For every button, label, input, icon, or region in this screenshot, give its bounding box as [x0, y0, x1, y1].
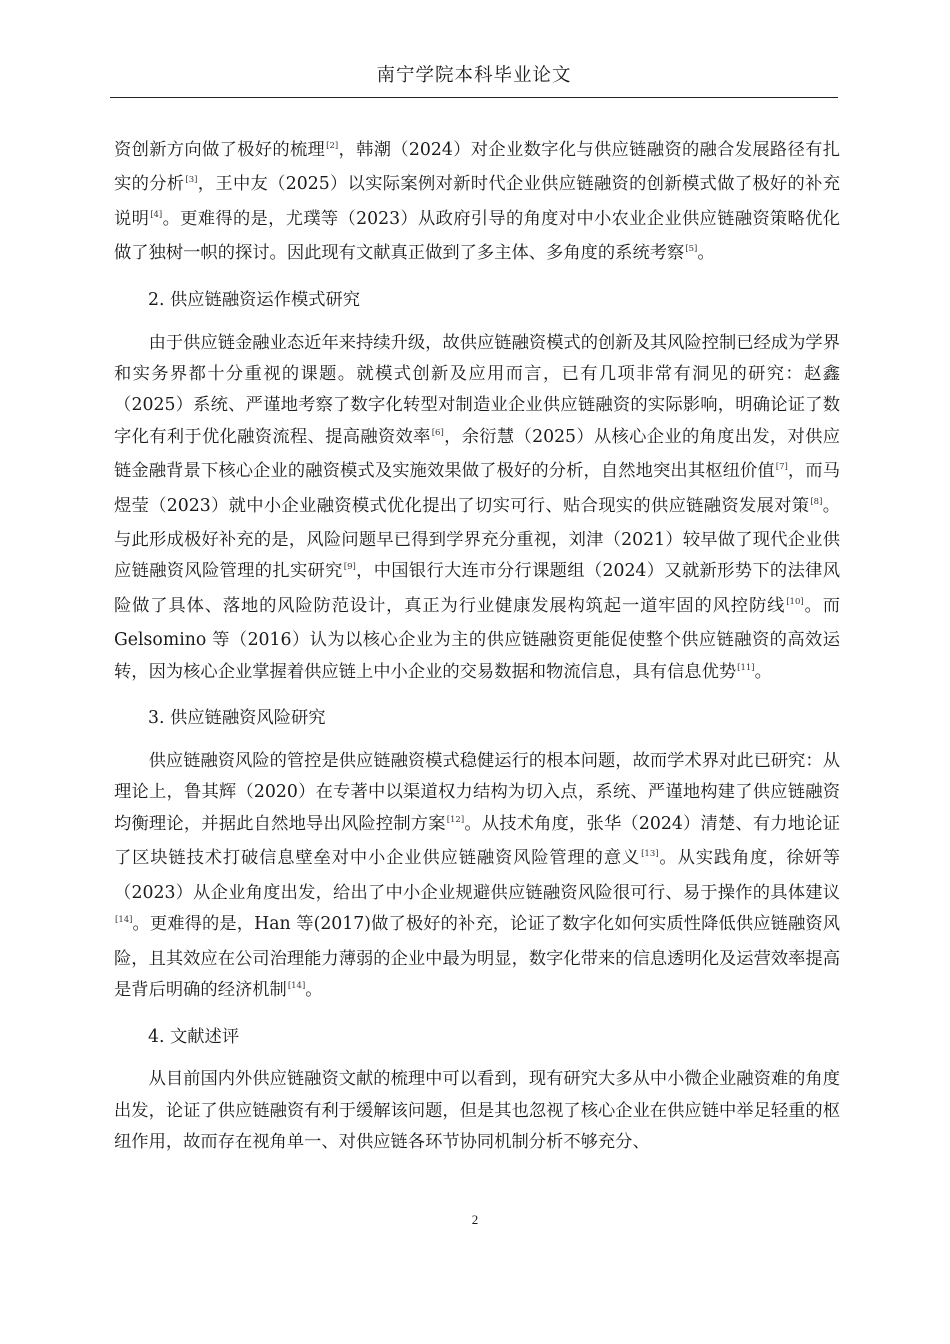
citation-2[interactable]: [2] [326, 141, 339, 151]
paragraph-1 [114, 135, 840, 273]
text-run: 。与此形成极好补充的是，风险问题早已得到学界充分重视，刘津（2021）较早做了现代企业供应链融资风险管理的扎实研究 [114, 495, 840, 582]
text-run: ，而马煜莹（2023）就中小企业融资模式优化提出了切实可行、贴合现实的供应链融资发展对策 [114, 461, 840, 516]
header-rule [110, 97, 838, 98]
section-heading-3: 3. 供应链融资风险研究 [148, 708, 326, 729]
body-text [114, 135, 840, 1159]
text-run: 由于供应链金融业态近年来持续升级，故供应链融资模式的创新及其风险控制已经成为学界和实务界都十分重视的课题。就模式创新及应用而言，已有几项非常有洞见的研究：赵鑫（2025）系统、严谨地考察了数字化转型对制造业企业供应链融资的实际影响，明确论证了数字化有利于优化融资流程、提高融资效率 [114, 332, 840, 447]
citation-7[interactable]: [7] [775, 462, 788, 473]
paragraph-4 [114, 1064, 840, 1158]
text-run: ，王中友（2025）以实际案例对新时代企业供应链融资的创新模式做了极好的补充说明 [114, 174, 840, 229]
citation-14[interactable]: [14] [115, 915, 133, 926]
text-run: 。而 Gelsomino 等（2016）认为以核心企业为主的供应链融资更能促使整个供应链融资的高效运转，因为核心企业掌握着供应链上中小企业的交易数据和物流信息，具有信息优势 [114, 595, 840, 682]
text-run: 。 [305, 979, 323, 1000]
text-run: 。 [697, 243, 715, 264]
citation-5[interactable]: [5] [685, 244, 698, 255]
section-heading-4: 4. 文献述评 [148, 1026, 240, 1047]
citation-9[interactable]: [9] [343, 562, 356, 573]
text-run: 。从技术角度，张华（2024）清楚、有力地论证了区块链技术打破信息壁垒对中小企业供应链融资风险管理的意义 [114, 813, 840, 869]
text-run: 。从实践角度，徐妍等（2023）从企业角度出发，给出了中小企业规避供应链融资风险很可行、易于操作的具体建议 [114, 848, 840, 903]
citation-4[interactable]: [4] [150, 209, 163, 220]
text-run: ，韩潮（2024）对企业数字化与供应链融资的融合发展路径有扎实的分析 [114, 140, 840, 195]
text-run: 从目前国内外供应链融资文献的梳理中可以看到，现有研究大多从中小微企业融资难的角度出发，论证了供应链融资有利于缓解该问题，但是其也忽视了核心企业在供应链中举足轻重的枢纽作用，故而存在视角单一、对供应链各环节协同机制分析不够充分、 [114, 1069, 840, 1153]
text-run: 资创新方向做了极好的梳理 [114, 140, 326, 160]
text-run: 供应链融资风险的管控是供应链融资模式稳健运行的根本问题，故而学术界对此已研究：从理论上，鲁其辉（2020）在专著中以渠道权力结构为切入点，系统、严谨地构建了供应链融资均衡理论，并据此自然地导出风险控制方案 [114, 751, 840, 834]
citation-8[interactable]: [8] [810, 496, 823, 507]
citation-10[interactable]: [10] [786, 596, 804, 607]
text-run: 。更难得的是，尤璞等（2023）从政府引导的角度对中小农业企业供应链融资策略优化做了独树一帜的探讨。因此现有文献真正做到了多主体、多角度的系统考察 [114, 208, 840, 264]
paragraph-3 [114, 746, 840, 1009]
citation-3[interactable]: [3] [185, 175, 198, 186]
text-run: ，中国银行大连市分行课题组（2024）又就新形势下的法律风险做了具体、落地的风险防范设计，真正为行业健康发展构筑起一道牢固的风控防线 [114, 561, 840, 616]
text-run: 。 [754, 661, 772, 682]
running-header: 南宁学院本科毕业论文 [376, 65, 572, 86]
citation-12[interactable]: [12] [446, 814, 465, 825]
citation-11[interactable]: [11] [737, 662, 755, 673]
section-heading-2: 2. 供应链融资运作模式研究 [148, 290, 361, 311]
text-run: ，余衍慧（2025）从核心企业的角度出发，对供应链金融背景下核心企业的融资模式及实施效果做了极好的分析，自然地突出其枢纽价值 [114, 426, 840, 482]
text-run: 。更难得的是，Han 等(2017)做了极好的补充，论证了数字化如何实质性降低供应链融资风险，且其效应在公司治理能力薄弱的企业中最为明显，数字化带来的信息透明化及运营效率提高是背后明确的经济机制 [114, 914, 840, 1000]
citation-6[interactable]: [6] [431, 427, 444, 438]
citation-13[interactable]: [13] [641, 849, 659, 860]
citation-14b[interactable]: [14] [287, 980, 306, 991]
page-number: 2 [471, 1212, 479, 1227]
paragraph-2 [114, 328, 840, 691]
